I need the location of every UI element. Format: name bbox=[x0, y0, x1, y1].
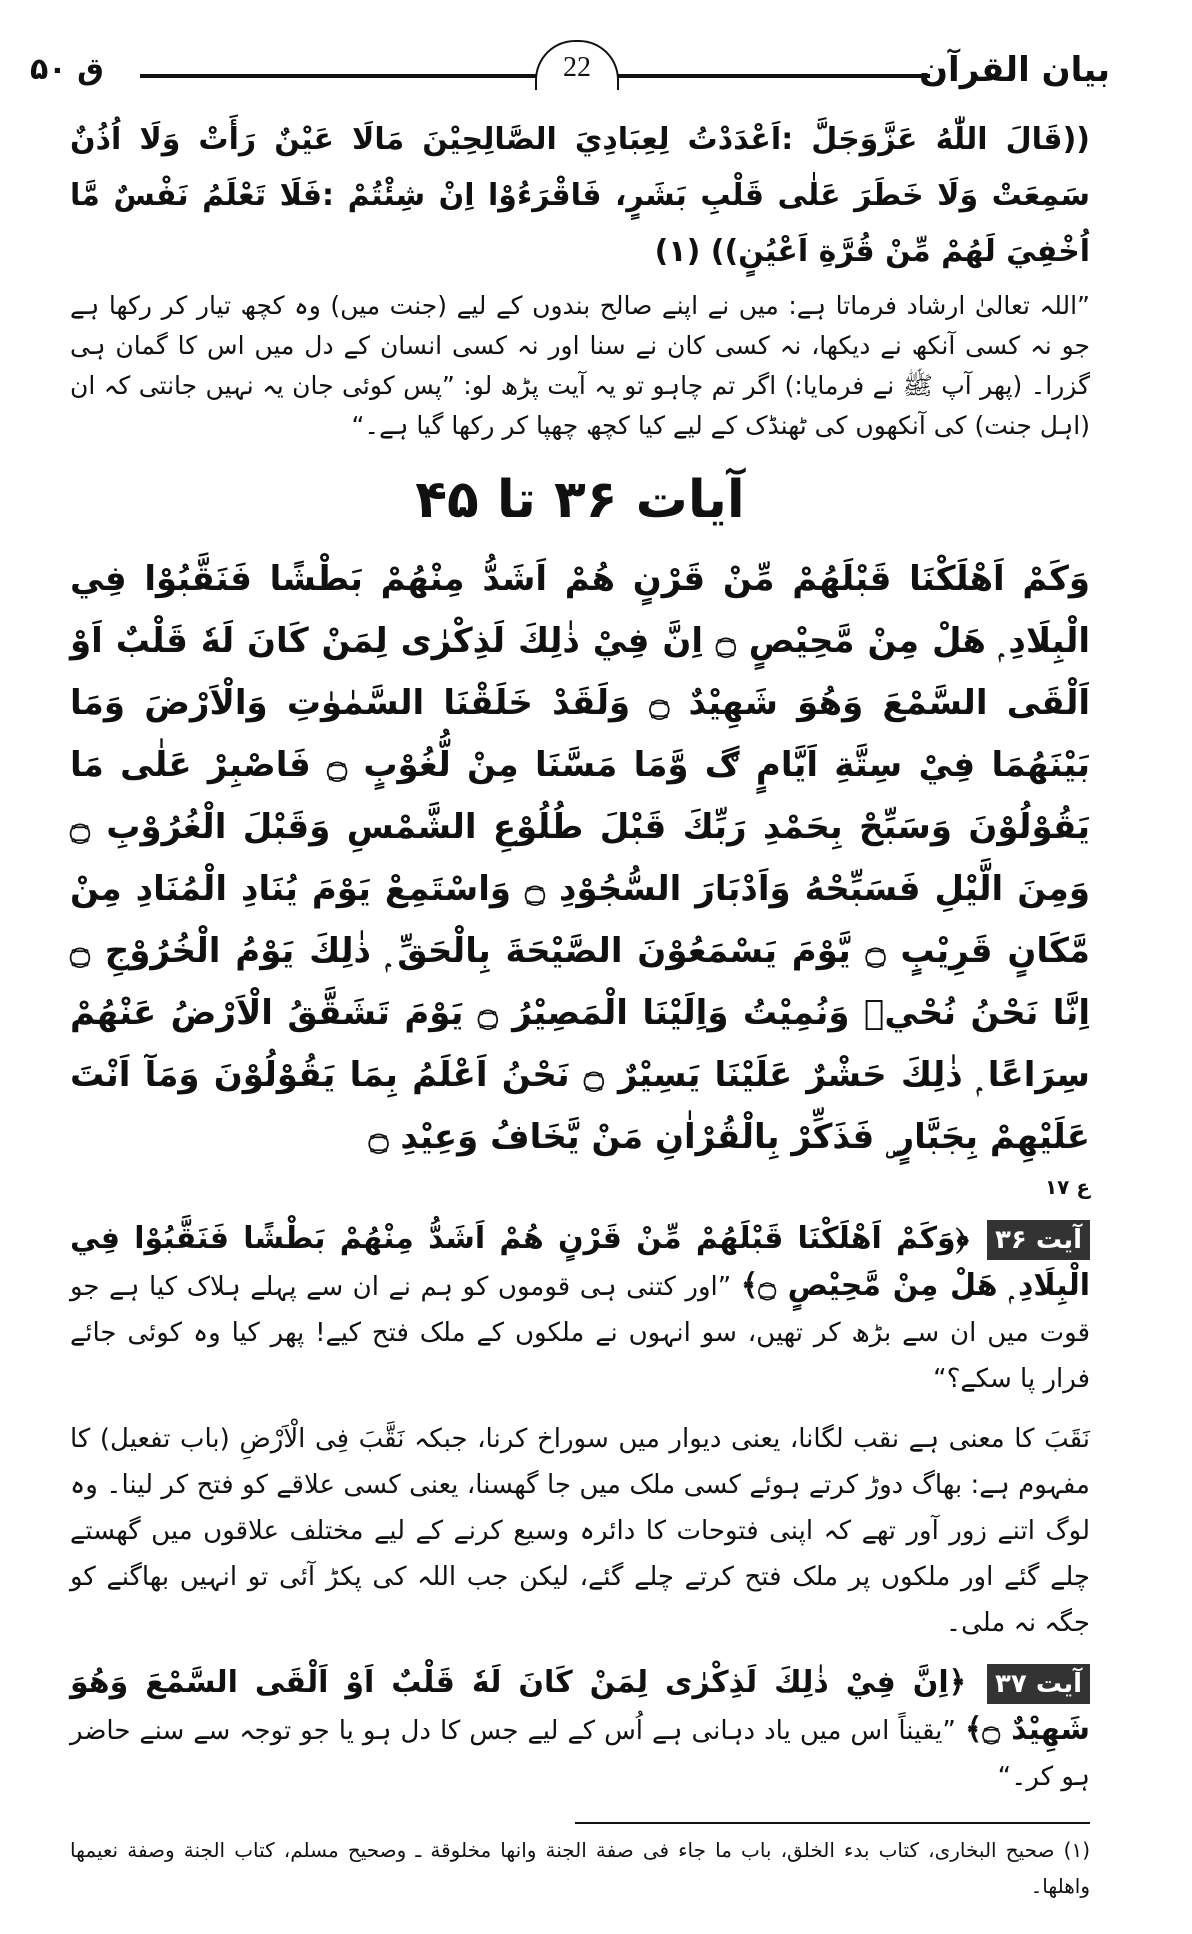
ayah-arabic: ﴿اِنَّ فِيْ ذٰلِكَ لَذِكْرٰى لِمَنْ كَانَ لَهٗ قَلْبٌ اَوْ اَلْقَى السَّمْعَ وَهُوَ شَهِيْدٌ ۝﴾ bbox=[70, 1665, 1091, 1747]
section-heading: آیات ۳۶ تا ۴۵ bbox=[415, 470, 745, 530]
page-number: 22 bbox=[535, 40, 619, 90]
ayah-37-commentary bbox=[70, 1660, 1090, 1800]
hadith-translation: ”اللہ تعالیٰ ارشاد فرماتا ہے: میں نے اپنے صالح بندوں کے لیے (جنت میں) وہ کچھ تیار کر رکھا ہے جو نہ کسی آنکھ نے دیکھا، نہ کسی کان نے سنا اور نہ کسی انسان کے دل میں اس کا گمان ہی گزرا۔ (پھر آپ ﷺ نے فرمایا:) اگر تم چاہو تو یہ آیت پڑھ لو: ”پس کوئی جان یہ نہیں جانتی کہ ان (اہل جنت) کی آنکھوں کی ٹھنڈک کے لیے کیا کچھ چھپا کر رکھا گیا ہے۔“ bbox=[70, 291, 1090, 440]
ayah-label: آیت ۳۶ bbox=[987, 1220, 1090, 1260]
surah-reference: ق ۵۰ bbox=[30, 52, 104, 87]
ayah-label: آیت ۳۷ bbox=[987, 1664, 1090, 1704]
ruku-marker: ع ۱۷ bbox=[1044, 1175, 1090, 1199]
book-title: بیان القرآن bbox=[919, 50, 1110, 90]
footnote: (۱) صحیح البخاری، کتاب بدء الخلق، باب ما جاء فی صفة الجنة وانھا مخلوقة ـ وصحیح مسلم، کتاب الجنة وصفة نعیمھا واھلھا۔ bbox=[70, 1838, 1090, 1898]
quran-verses: وَكَمْ اَهْلَكْنَا قَبْلَهُمْ مِّنْ قَرْنٍ هُمْ اَشَدُّ مِنْهُمْ بَطْشًا فَنَقَّبُوْا فِي الْبِلَادِ ۭ هَلْ مِنْ مَّحِيْصٍ ۝ اِنَّ فِيْ ذٰلِكَ لَذِكْرٰى لِمَنْ كَانَ لَهٗ قَلْبٌ اَوْ اَلْقَى السَّمْعَ وَهُوَ شَهِيْدٌ ۝ وَلَقَدْ خَلَقْنَا السَّمٰوٰتِ وَالْاَرْضَ وَمَا بَيْنَهُمَا فِيْ سِتَّةِ اَيَّامٍ ڰ وَّمَا مَسَّنَا مِنْ لُّغُوْبٍ ۝ فَاصْبِرْ عَلٰى مَا يَقُوْلُوْنَ وَسَبِّحْ بِحَمْدِ رَبِّكَ قَبْلَ طُلُوْعِ الشَّمْسِ وَقَبْلَ الْغُرُوْبِ ۝ وَمِنَ الَّيْلِ فَسَبِّحْهُ وَاَدْبَارَ السُّجُوْدِ ۝ وَاسْتَمِعْ يَوْمَ يُنَادِ الْمُنَادِ مِنْ مَّكَانٍ قَرِيْبٍ ۝ يَّوْمَ يَسْمَعُوْنَ الصَّيْحَةَ بِالْحَقِّ ۭ ذٰلِكَ يَوْمُ الْخُرُوْجِ ۝ اِنَّا نَحْنُ نُحْيٖ وَنُمِيْتُ وَاِلَيْنَا الْمَصِيْرُ ۝ يَوْمَ تَشَقَّقُ الْاَرْضُ عَنْهُمْ سِرَاعًا ۭ ذٰلِكَ حَشْرٌ عَلَيْنَا يَسِيْرٌ ۝ نَحْنُ اَعْلَمُ بِمَا يَقُوْلُوْنَ وَمَآ اَنْتَ عَلَيْهِمْ بِجَبَّارٍ ۣ فَذَكِّرْ بِالْقُرْاٰنِ مَنْ يَّخَافُ وَعِيْدِ ۝ bbox=[70, 559, 1091, 1157]
page-header bbox=[30, 40, 1110, 100]
hadith-arabic: ((قَالَ اللّٰهُ عَزَّوَجَلَّ :اَعْدَدْتُ لِعِبَادِيَ الصَّالِحِيْنَ مَالَا عَيْنٌ رَأَتْ وَلَا اُذُنٌ سَمِعَتْ وَلَا خَطَرَ عَلٰى قَلْبِ بَشَرٍ، فَاقْرَءُوْا اِنْ شِئْتُمْ :فَلَا تَعْلَمُ نَفْسٌ مَّا اُخْفِيَ لَهُمْ مِّنْ قُرَّةِ اَعْيُنٍ)) (۱) bbox=[70, 122, 1090, 269]
explanation-paragraph: نَقَبَ کا معنی ہے نقب لگانا، یعنی دیوار میں سوراخ کرنا، جبکہ نَقَّبَ فِی الْاَرْضِ (باب تفعیل) کا مفہوم ہے: بھاگ دوڑ کرتے ہوئے کسی ملک میں جا گھسنا، یعنی کسی علاقے کو فتح کر لینا۔ وہ لوگ اتنے زور آور تھے کہ اپنی فتوحات کا دائرہ وسیع کرنے کے لیے مختلف علاقوں میں گھستے چلے گئے اور ملکوں پر ملک فتح کرتے چلے گئے، لیکن جب اللہ کی پکڑ آئی تو انہیں بھاگنے کو جگہ نہ ملی۔ bbox=[70, 1424, 1090, 1638]
ayah-translation: ”اور کتنی ہی قوموں کو ہم نے ان سے پہلے ہلاک کیا ہے جو قوت میں ان سے بڑھ کر تھیں، سو انہوں نے ملکوں کے ملک فتح کیے! پھر کیا وہ کوئی جائے فرار پا سکے؟“ bbox=[70, 1272, 1090, 1394]
ayah-36-commentary bbox=[70, 1216, 1090, 1402]
ayah-translation: ”یقیناً اس میں یاد دہانی ہے اُس کے لیے جس کا دل ہو یا جو توجہ سے سنے حاضر ہو کر۔“ bbox=[70, 1716, 1090, 1792]
footnote-divider bbox=[575, 1822, 1090, 1824]
ayah-arabic: ﴿وَكَمْ اَهْلَكْنَا قَبْلَهُمْ مِّنْ قَرْنٍ هُمْ اَشَدُّ مِنْهُمْ بَطْشًا فَنَقَّبُوْا فِي الْبِلَادِ ۭ هَلْ مِنْ مَّحِيْصٍ ۝﴾ bbox=[70, 1221, 1091, 1303]
